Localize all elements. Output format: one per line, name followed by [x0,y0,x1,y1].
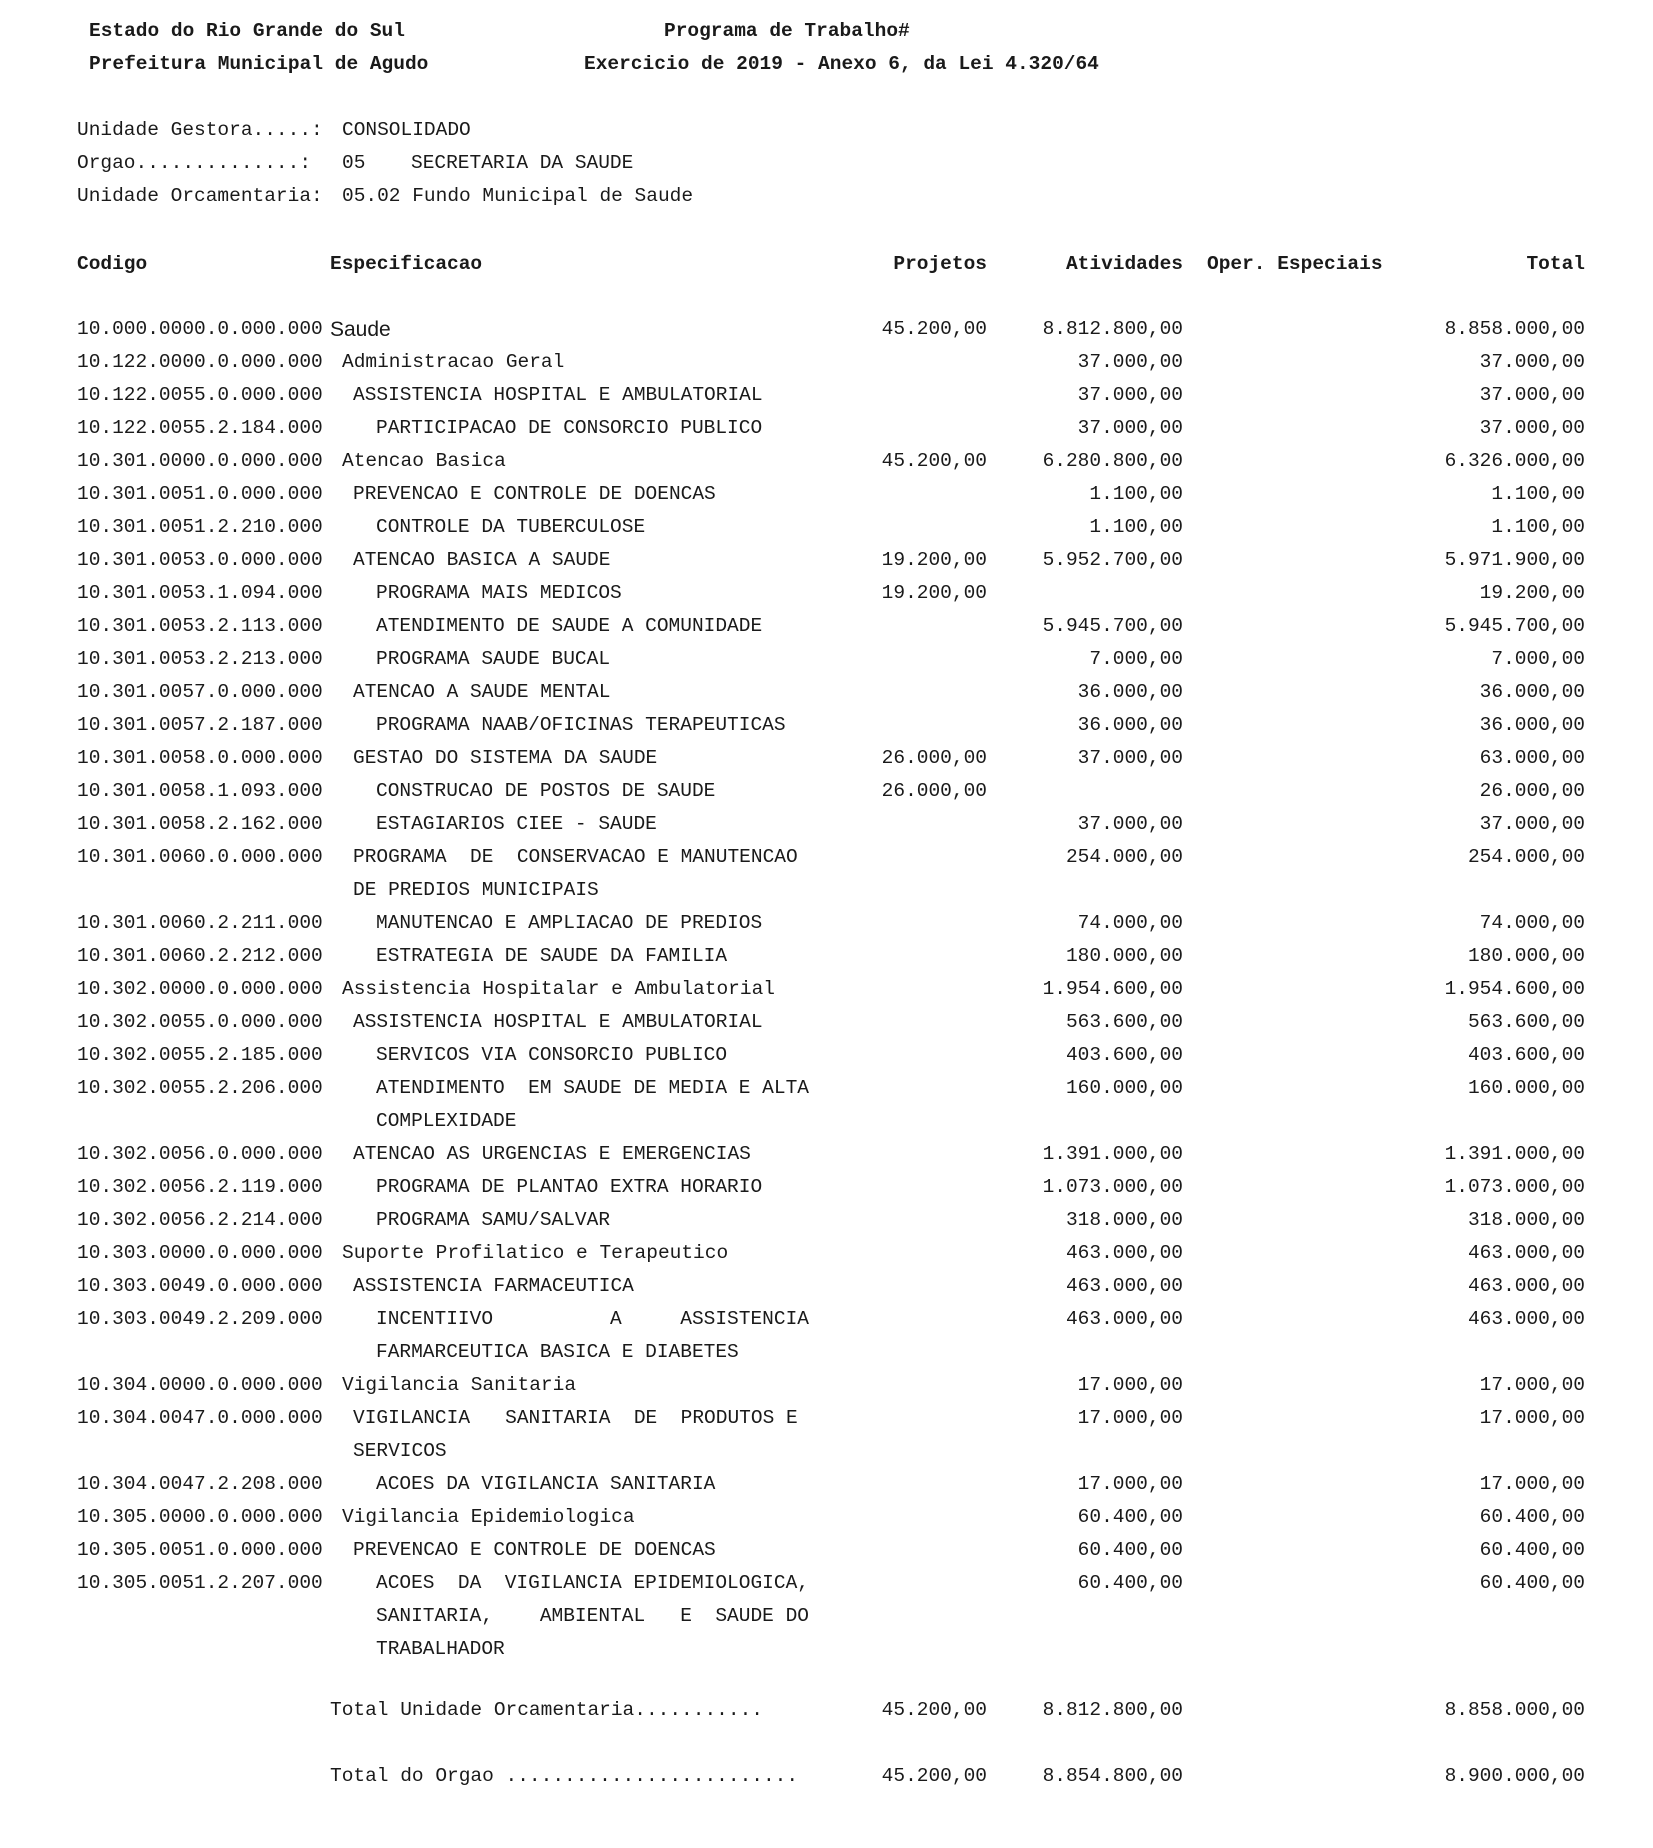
row-total: 1.100,00 [1491,483,1585,505]
col-header-especificacao: Especificacao [330,253,483,275]
row-code: 10.301.0051.2.210.000 [77,516,323,538]
row-especificacao: DE PREDIOS MUNICIPAIS [353,879,599,901]
row-code: 10.301.0053.2.213.000 [77,648,323,670]
total-unidade-projetos: 45.200,00 [881,1699,987,1721]
row-especificacao: PREVENCAO E CONTROLE DE DOENCAS [353,483,716,505]
row-especificacao: SERVICOS VIA CONSORCIO PUBLICO [376,1044,728,1066]
unidade-gestora-value: CONSOLIDADO [342,119,471,141]
col-header-oper-especiais: Oper. Especiais [1207,253,1383,275]
row-especificacao: VIGILANCIA SANITARIA DE PRODUTOS E [353,1407,798,1429]
row-atividades: 1.100,00 [1089,516,1183,538]
row-atividades: 37.000,00 [1077,417,1183,439]
row-atividades: 37.000,00 [1077,351,1183,373]
row-total: 37.000,00 [1479,384,1585,406]
state-name: Estado do Rio Grande do Sul [89,20,405,42]
orgao-name: SECRETARIA DA SAUDE [411,152,634,174]
row-atividades: 37.000,00 [1077,384,1183,406]
table-row [0,973,1653,1006]
row-especificacao: ASSISTENCIA FARMACEUTICA [353,1275,634,1297]
row-code: 10.304.0047.2.208.000 [77,1473,323,1495]
row-especificacao: ESTRATEGIA DE SAUDE DA FAMILIA [376,945,728,967]
row-atividades: 37.000,00 [1077,813,1183,835]
col-header-codigo: Codigo [77,253,148,275]
row-total: 1.073.000,00 [1444,1176,1585,1198]
row-code: 10.304.0000.0.000.000 [77,1374,323,1396]
row-especificacao: SERVICOS [353,1440,447,1462]
row-code: 10.302.0055.2.206.000 [77,1077,323,1099]
table-row [0,544,1653,577]
total-unidade-label: Total Unidade Orcamentaria........... [330,1699,763,1721]
row-especificacao: ASSISTENCIA HOSPITAL E AMBULATORIAL [353,384,763,406]
row-especificacao: Vigilancia Epidemiologica [342,1506,635,1528]
row-especificacao: MANUTENCAO E AMPLIACAO DE PREDIOS [376,912,763,934]
row-code: 10.303.0049.2.209.000 [77,1308,323,1330]
total-orgao-label: Total do Orgao ......................... [330,1765,799,1787]
row-code: 10.305.0000.0.000.000 [77,1506,323,1528]
row-code: 10.305.0051.0.000.000 [77,1539,323,1561]
row-code: 10.305.0051.2.207.000 [77,1572,323,1594]
row-especificacao: PROGRAMA SAUDE BUCAL [376,648,611,670]
table-row [0,577,1653,610]
table-row [0,1534,1653,1567]
row-total: 74.000,00 [1479,912,1585,934]
total-orgao-total: 8.900.000,00 [1444,1765,1585,1787]
row-especificacao: PROGRAMA DE CONSERVACAO E MANUTENCAO [353,846,798,868]
row-total: 254.000,00 [1467,846,1585,868]
row-especificacao: Atencao Basica [342,450,506,472]
row-atividades: 5.945.700,00 [1042,615,1183,637]
unidade-orcamentaria-value: 05.02 Fundo Municipal de Saude [342,185,694,207]
row-code: 10.301.0053.1.094.000 [77,582,323,604]
row-especificacao: Vigilancia Sanitaria [342,1374,577,1396]
exercise-title: Exercicio de 2019 - Anexo 6, da Lei 4.320/64 [584,53,1099,75]
row-total: 318.000,00 [1467,1209,1585,1231]
row-total: 37.000,00 [1479,417,1585,439]
row-projetos: 19.200,00 [881,582,987,604]
table-row [0,907,1653,940]
row-total: 1.391.000,00 [1444,1143,1585,1165]
row-atividades: 463.000,00 [1065,1242,1183,1264]
col-header-projetos: Projetos [893,253,987,275]
table-row [0,841,1653,874]
table-row [0,1105,1653,1138]
row-atividades: 74.000,00 [1077,912,1183,934]
row-atividades: 1.073.000,00 [1042,1176,1183,1198]
row-total: 63.000,00 [1479,747,1585,769]
row-code: 10.302.0055.2.185.000 [77,1044,323,1066]
table-row [0,1204,1653,1237]
row-especificacao: TRABALHADOR [376,1638,505,1660]
table-row [0,775,1653,808]
row-especificacao: FARMARCEUTICA BASICA E DIABETES [376,1341,739,1363]
row-projetos: 26.000,00 [881,780,987,802]
unidade-orcamentaria-label: Unidade Orcamentaria: [77,185,323,207]
table-row [0,1600,1653,1633]
row-total: 17.000,00 [1479,1374,1585,1396]
table-row [0,1039,1653,1072]
row-especificacao: Suporte Profilatico e Terapeutico [342,1242,729,1264]
table-row [0,874,1653,907]
row-code: 10.303.0049.0.000.000 [77,1275,323,1297]
row-total: 463.000,00 [1467,1308,1585,1330]
row-code: 10.302.0056.2.119.000 [77,1176,323,1198]
total-orgao-row [0,1760,1653,1793]
table-row [0,643,1653,676]
row-code: 10.301.0057.2.187.000 [77,714,323,736]
table-row [0,1501,1653,1534]
table-row [0,808,1653,841]
row-total: 1.100,00 [1491,516,1585,538]
row-especificacao: CONTROLE DA TUBERCULOSE [376,516,646,538]
row-especificacao: COMPLEXIDADE [376,1110,517,1132]
table-row [0,1369,1653,1402]
row-code: 10.301.0051.0.000.000 [77,483,323,505]
row-total: 17.000,00 [1479,1473,1585,1495]
table-row [0,1336,1653,1369]
row-especificacao: ATENCAO AS URGENCIAS E EMERGENCIAS [353,1143,751,1165]
table-row [0,1468,1653,1501]
table-row [0,1072,1653,1105]
table-row [0,709,1653,742]
table-row [0,1270,1653,1303]
row-code: 10.302.0056.2.214.000 [77,1209,323,1231]
total-unidade-row [0,1694,1653,1727]
row-total: 36.000,00 [1479,714,1585,736]
table-row [0,346,1653,379]
row-especificacao: ATENCAO BASICA A SAUDE [353,549,611,571]
row-atividades: 60.400,00 [1077,1506,1183,1528]
row-total: 7.000,00 [1491,648,1585,670]
row-atividades: 36.000,00 [1077,714,1183,736]
unidade-gestora-label: Unidade Gestora.....: [77,119,323,141]
table-row [0,1138,1653,1171]
row-especificacao: PREVENCAO E CONTROLE DE DOENCAS [353,1539,716,1561]
row-code: 10.301.0060.2.212.000 [77,945,323,967]
row-atividades: 6.280.800,00 [1042,450,1183,472]
row-total: 463.000,00 [1467,1242,1585,1264]
row-code: 10.301.0000.0.000.000 [77,450,323,472]
row-atividades: 17.000,00 [1077,1407,1183,1429]
row-total: 463.000,00 [1467,1275,1585,1297]
row-total: 5.945.700,00 [1444,615,1585,637]
table-row [0,1633,1653,1666]
row-especificacao: Saude [330,318,391,341]
row-total: 26.000,00 [1479,780,1585,802]
row-code: 10.302.0055.0.000.000 [77,1011,323,1033]
row-especificacao: Administracao Geral [342,351,565,373]
row-total: 6.326.000,00 [1444,450,1585,472]
table-row [0,940,1653,973]
table-row [0,742,1653,775]
municipality-name: Prefeitura Municipal de Agudo [89,53,429,75]
row-total: 36.000,00 [1479,681,1585,703]
row-code: 10.301.0060.2.211.000 [77,912,323,934]
row-code: 10.301.0060.0.000.000 [77,846,323,868]
table-row [0,412,1653,445]
table-row [0,676,1653,709]
table-row [0,1171,1653,1204]
total-unidade-total: 8.858.000,00 [1444,1699,1585,1721]
row-code: 10.302.0056.0.000.000 [77,1143,323,1165]
row-code: 10.301.0058.2.162.000 [77,813,323,835]
row-atividades: 180.000,00 [1065,945,1183,967]
program-title: Programa de Trabalho# [664,20,910,42]
row-atividades: 160.000,00 [1065,1077,1183,1099]
row-especificacao: ATENCAO A SAUDE MENTAL [353,681,611,703]
row-code: 10.301.0058.0.000.000 [77,747,323,769]
row-especificacao: INCENTIIVO A ASSISTENCIA [376,1308,809,1330]
row-atividades: 5.952.700,00 [1042,549,1183,571]
table-row [0,313,1653,346]
row-especificacao: Assistencia Hospitalar e Ambulatorial [342,978,775,1000]
row-total: 60.400,00 [1479,1572,1585,1594]
row-atividades: 318.000,00 [1065,1209,1183,1231]
row-total: 37.000,00 [1479,813,1585,835]
row-code: 10.304.0047.0.000.000 [77,1407,323,1429]
row-total: 37.000,00 [1479,351,1585,373]
row-especificacao: ACOES DA VIGILANCIA SANITARIA [376,1473,716,1495]
total-unidade-atividades: 8.812.800,00 [1042,1699,1183,1721]
row-especificacao: PROGRAMA SAMU/SALVAR [376,1209,611,1231]
row-atividades: 37.000,00 [1077,747,1183,769]
row-code: 10.122.0000.0.000.000 [77,351,323,373]
row-total: 60.400,00 [1479,1506,1585,1528]
row-atividades: 254.000,00 [1065,846,1183,868]
table-row [0,1435,1653,1468]
table-row [0,1402,1653,1435]
row-total: 180.000,00 [1467,945,1585,967]
row-code: 10.301.0057.0.000.000 [77,681,323,703]
row-especificacao: PROGRAMA DE PLANTAO EXTRA HORARIO [376,1176,763,1198]
row-atividades: 1.954.600,00 [1042,978,1183,1000]
row-especificacao: PARTICIPACAO DE CONSORCIO PUBLICO [376,417,763,439]
row-atividades: 7.000,00 [1089,648,1183,670]
row-total: 1.954.600,00 [1444,978,1585,1000]
total-orgao-atividades: 8.854.800,00 [1042,1765,1183,1787]
total-orgao-projetos: 45.200,00 [881,1765,987,1787]
row-code: 10.301.0058.1.093.000 [77,780,323,802]
row-atividades: 563.600,00 [1065,1011,1183,1033]
row-code: 10.301.0053.2.113.000 [77,615,323,637]
row-atividades: 463.000,00 [1065,1275,1183,1297]
col-header-total: Total [1526,253,1585,275]
row-atividades: 403.600,00 [1065,1044,1183,1066]
row-total: 17.000,00 [1479,1407,1585,1429]
row-code: 10.000.0000.0.000.000 [77,318,323,340]
row-total: 160.000,00 [1467,1077,1585,1099]
table-row [0,1567,1653,1600]
orgao-code: 05 [342,152,366,174]
table-row [0,379,1653,412]
row-projetos: 45.200,00 [881,318,987,340]
table-row [0,511,1653,544]
row-atividades: 17.000,00 [1077,1374,1183,1396]
row-atividades: 463.000,00 [1065,1308,1183,1330]
row-projetos: 19.200,00 [881,549,987,571]
row-especificacao: ASSISTENCIA HOSPITAL E AMBULATORIAL [353,1011,763,1033]
row-especificacao: ESTAGIARIOS CIEE - SAUDE [376,813,657,835]
row-especificacao: ACOES DA VIGILANCIA EPIDEMIOLOGICA, [376,1572,809,1594]
table-row [0,1303,1653,1336]
row-code: 10.122.0055.0.000.000 [77,384,323,406]
row-atividades: 1.100,00 [1089,483,1183,505]
table-row [0,445,1653,478]
row-total: 563.600,00 [1467,1011,1585,1033]
row-total: 60.400,00 [1479,1539,1585,1561]
row-projetos: 26.000,00 [881,747,987,769]
col-header-atividades: Atividades [1065,253,1183,275]
row-code: 10.122.0055.2.184.000 [77,417,323,439]
table-row [0,1006,1653,1039]
row-code: 10.301.0053.0.000.000 [77,549,323,571]
table-row [0,1237,1653,1270]
table-row [0,610,1653,643]
row-atividades: 60.400,00 [1077,1572,1183,1594]
row-atividades: 17.000,00 [1077,1473,1183,1495]
row-especificacao: PROGRAMA NAAB/OFICINAS TERAPEUTICAS [376,714,786,736]
row-especificacao: ATENDIMENTO DE SAUDE A COMUNIDADE [376,615,763,637]
row-atividades: 60.400,00 [1077,1539,1183,1561]
row-code: 10.303.0000.0.000.000 [77,1242,323,1264]
row-total: 19.200,00 [1479,582,1585,604]
row-especificacao: GESTAO DO SISTEMA DA SAUDE [353,747,658,769]
row-total: 5.971.900,00 [1444,549,1585,571]
row-total: 8.858.000,00 [1444,318,1585,340]
row-especificacao: PROGRAMA MAIS MEDICOS [376,582,622,604]
row-especificacao: CONSTRUCAO DE POSTOS DE SAUDE [376,780,716,802]
row-atividades: 1.391.000,00 [1042,1143,1183,1165]
row-total: 403.600,00 [1467,1044,1585,1066]
row-code: 10.302.0000.0.000.000 [77,978,323,1000]
row-projetos: 45.200,00 [881,450,987,472]
orgao-label: Orgao..............: [77,152,312,174]
row-atividades: 8.812.800,00 [1042,318,1183,340]
row-atividades: 36.000,00 [1077,681,1183,703]
row-especificacao: ATENDIMENTO EM SAUDE DE MEDIA E ALTA [376,1077,809,1099]
table-row [0,478,1653,511]
row-especificacao: SANITARIA, AMBIENTAL E SAUDE DO [376,1605,809,1627]
